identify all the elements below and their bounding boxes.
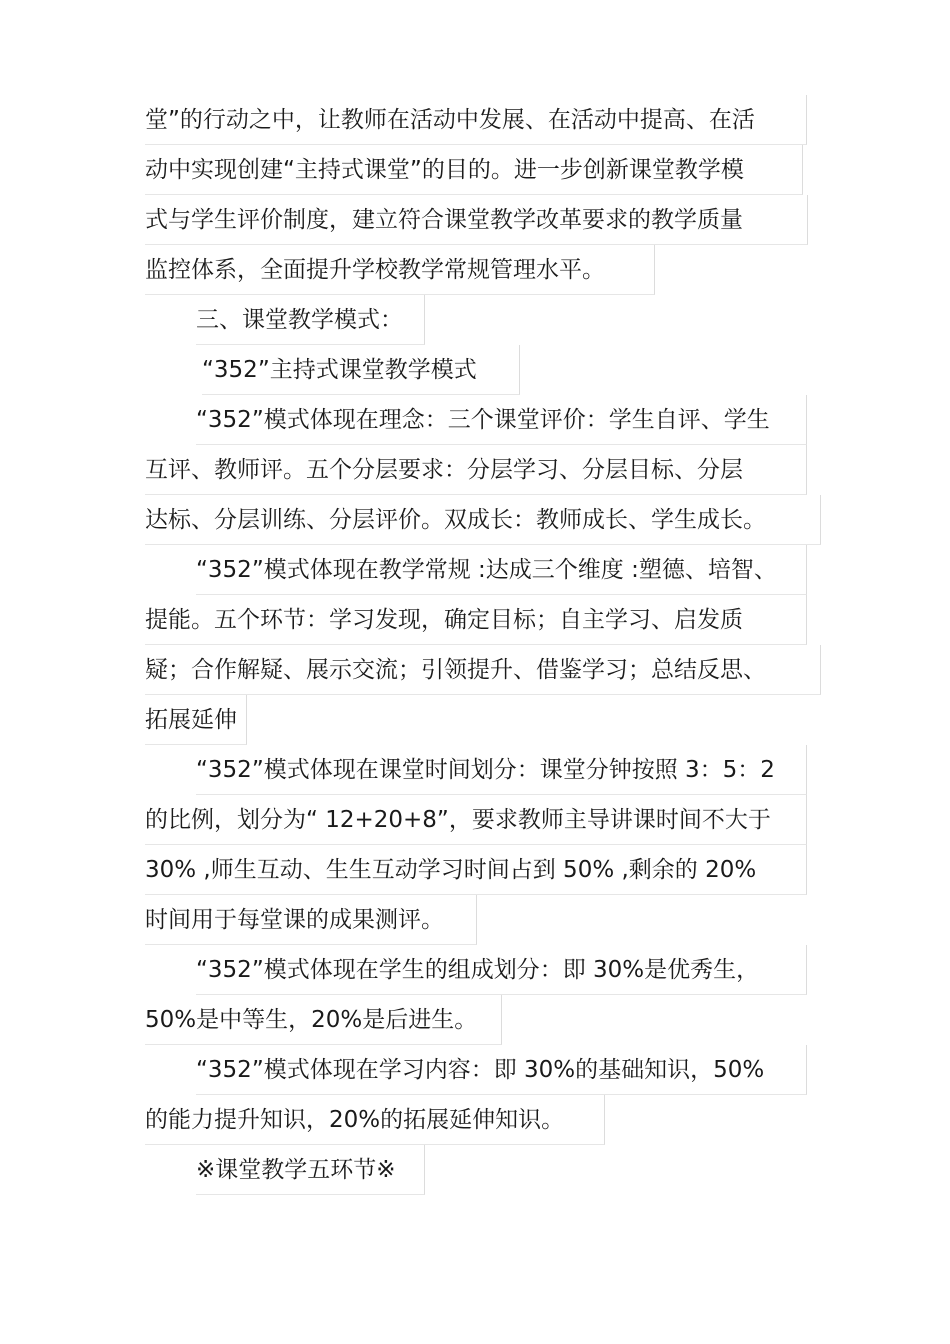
paragraph-line: 互评、教师评。五个分层要求：分层学习、分层目标、分层 bbox=[145, 445, 807, 495]
paragraph-line: 30% ,师生互动、生生互动学习时间占到 50% ,剩余的 20% bbox=[145, 845, 807, 895]
paragraph-line: 堂”的行动之中，让教师在活动中发展、在活动中提高、在活 bbox=[145, 95, 807, 145]
paragraph-line: 的比例，划分为“ 12+20+8”，要求教师主导讲课时间不大于 bbox=[145, 795, 807, 845]
paragraph-line: “352”模式体现在课堂时间划分：课堂分钟按照 3：5：2 bbox=[196, 745, 807, 795]
section-heading: ※课堂教学五环节※ bbox=[196, 1145, 425, 1195]
paragraph-line: “352”模式体现在理念：三个课堂评价：学生自评、学生 bbox=[196, 395, 807, 445]
paragraph-line: 50%是中等生，20%是后进生。 bbox=[145, 995, 502, 1045]
section-heading: 三、课堂教学模式： bbox=[196, 295, 425, 345]
paragraph-line: 时间用于每堂课的成果测评。 bbox=[145, 895, 477, 945]
paragraph-line: “352”模式体现在学习内容：即 30%的基础知识，50% bbox=[196, 1045, 807, 1095]
paragraph-line: 的能力提升知识，20%的拓展延伸知识。 bbox=[145, 1095, 605, 1145]
paragraph-line: 动中实现创建“主持式课堂”的目的。进一步创新课堂教学模 bbox=[145, 145, 803, 195]
subsection-title: “352”主持式课堂教学模式 bbox=[202, 345, 520, 395]
paragraph-line: 式与学生评价制度，建立符合课堂教学改革要求的教学质量 bbox=[145, 195, 808, 245]
paragraph-line: 提能。五个环节：学习发现，确定目标；自主学习、启发质 bbox=[145, 595, 807, 645]
paragraph-line: “352”模式体现在教学常规 :达成三个维度 :塑德、培智、 bbox=[196, 545, 807, 595]
paragraph-line: 监控体系，全面提升学校教学常规管理水平。 bbox=[145, 245, 655, 295]
paragraph-line: 达标、分层训练、分层评价。双成长：教师成长、学生成长。 bbox=[145, 495, 821, 545]
paragraph-line: 疑；合作解疑、展示交流；引领提升、借鉴学习；总结反思、 bbox=[145, 645, 821, 695]
paragraph-line: 拓展延伸 bbox=[145, 695, 247, 745]
paragraph-line: “352”模式体现在学生的组成划分：即 30%是优秀生， bbox=[196, 945, 807, 995]
